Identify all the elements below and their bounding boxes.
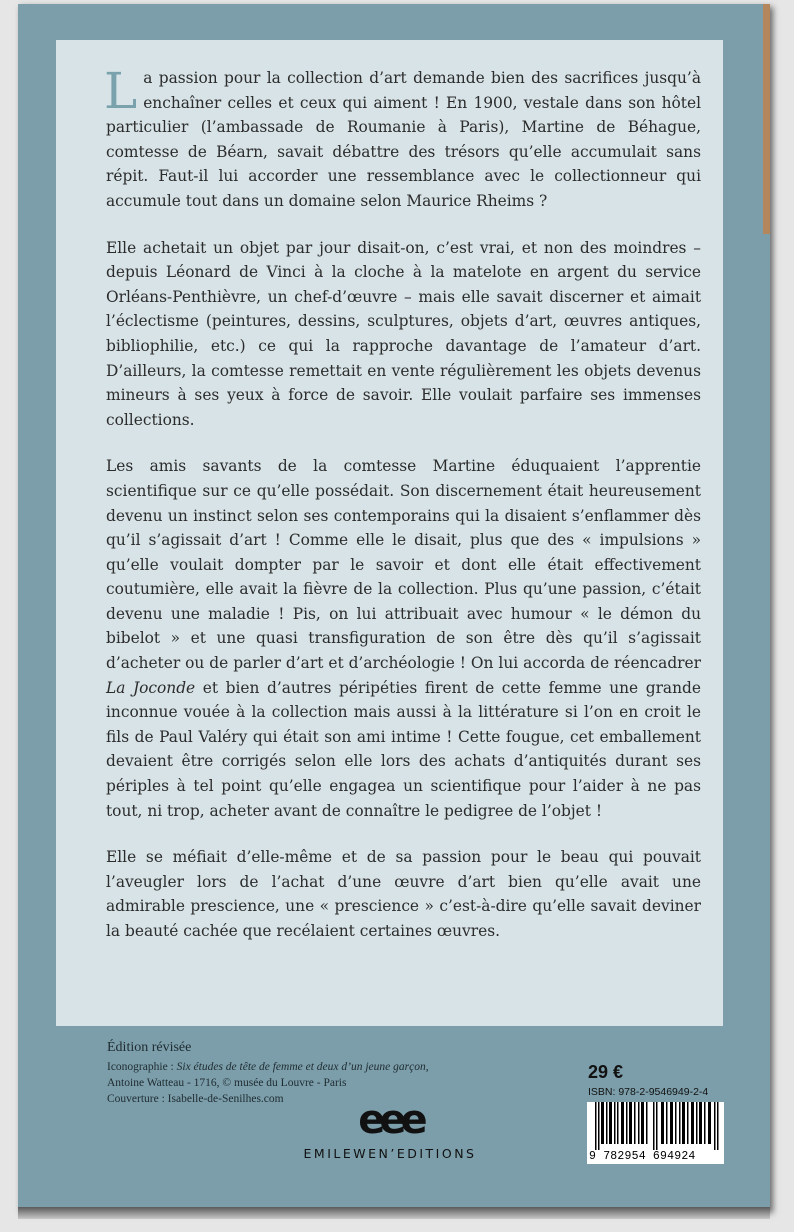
paragraph-4: Elle se méfiait d’elle-même et de sa passion pour le beau qui pouvait l’aveugler lors de l’achat d’une œuvre d’art bien qu’elle avait une admirable prescience, une « prescience » c’est-à-dire qu’elle savait deviner la beauté cachée que recélaient certaines œuvres. [106, 848, 701, 940]
barcode [587, 1102, 724, 1164]
publisher-logo-mark: eee [358, 1097, 422, 1143]
edition-label: Édition révisée [107, 1040, 192, 1055]
iconography-title: Six études de tête de femme et deux d’un jeune garçon, [176, 1061, 429, 1073]
price: 29 € [588, 1062, 624, 1082]
paragraph-1 [104, 62, 701, 214]
iconography-detail: Antoine Watteau - 1716, © musée du Louvre - Paris [107, 1077, 347, 1089]
isbn: ISBN: 978-2-9546949-2-4 [588, 1086, 709, 1098]
paragraph-3 [106, 454, 701, 823]
paragraph-2: Elle achetait un objet par jour disait-on, c’est vrai, et non des moindres – depuis Léonard de Vinci à la cloche à la matelote en argent du service Orléans-Penthièvre, un chef-d’œuvre – mais elle savait discerner et aimait l’éclectisme (peintures, dessins, sculptures, objets d’art, œuvres antiques, bibliophilie, etc.) ce qui la rapproche davantage de l’amateur d’art. D’ailleurs, la comtesse remettait en vente régulièrement les objets devenus mineurs à ses yeux à force de savoir. Elle voulait parfaire ses immenses collections. [106, 238, 701, 429]
iconography-line [107, 1059, 487, 1075]
page-bottom-edge [18, 1207, 770, 1219]
credits-block [107, 1040, 487, 1107]
publisher-logo [290, 1097, 490, 1161]
italic-title: La Joconde [106, 678, 196, 697]
barcode-digits: 9 782954 694924 [589, 1150, 696, 1163]
cover-credit: Couverture : Isabelle-de-Senilhes.com [107, 1093, 284, 1105]
spine-edge [763, 4, 770, 234]
barcode-bars [595, 1102, 720, 1150]
drop-cap: L [104, 62, 138, 120]
publisher-name: EMILEWEN’EDITIONS [303, 1146, 477, 1161]
iconography-label: Iconographie : [107, 1061, 174, 1073]
text-panel [56, 40, 723, 1026]
paragraph-3-text-a: Les amis savants de la comtesse Martine éduquaient l’apprentie scientifique sur ce qu’elle possédait. Son discernement était heureusement devenu un instinct selon ses contemporains qui la disaient s’enflammer dès qu’il s’agissait d’art ! Comme elle le disait, plus que des « impulsions » qu’elle voulait dompter par le savoir et dont elle était effectivement coutumière, elle avait la fièvre de la collection. Plus qu’une passion, c’était devenu une maladie ! Pis, on lui attribuait avec humour « le démon du bibelot » et une quasi transfiguration de son être dès qu’il s’agissait d’acheter ou de parler d’art et d’archéologie ! On lui accorda de réencadrer [106, 457, 701, 673]
paragraph-3-text-b: et bien d’autres péripéties firent de cette femme une grande inconnue vouée à la collection mais aussi à la littérature si l’on en croit le fils de Paul Valéry qui était son ami intime ! Cette fougue, cet emballement devaient être corrigés selon elle lors des achats d’antiquités durant ses périples à tel point qu’elle engagea un scientifique pour l’aider à ne pas tout, ni trop, acheter avant de connaître le pedigree de l’objet ! [106, 678, 701, 820]
paragraph-1-text: a passion pour la collection d’art demande bien des sacrifices jusqu’à enchaîner celles et ceux qui aiment ! En 1900, vestale dans son hôtel particulier (l’ambassade de Roumanie à Paris), Martine de Béhague, comtesse de Béarn, savait débattre des trésors qu’elle accumulait sans répit. Faut-il lui accorder une ressemblance avec le collectionneur qui accumule tout dans un domaine selon Maurice Rheims ? [106, 69, 701, 210]
